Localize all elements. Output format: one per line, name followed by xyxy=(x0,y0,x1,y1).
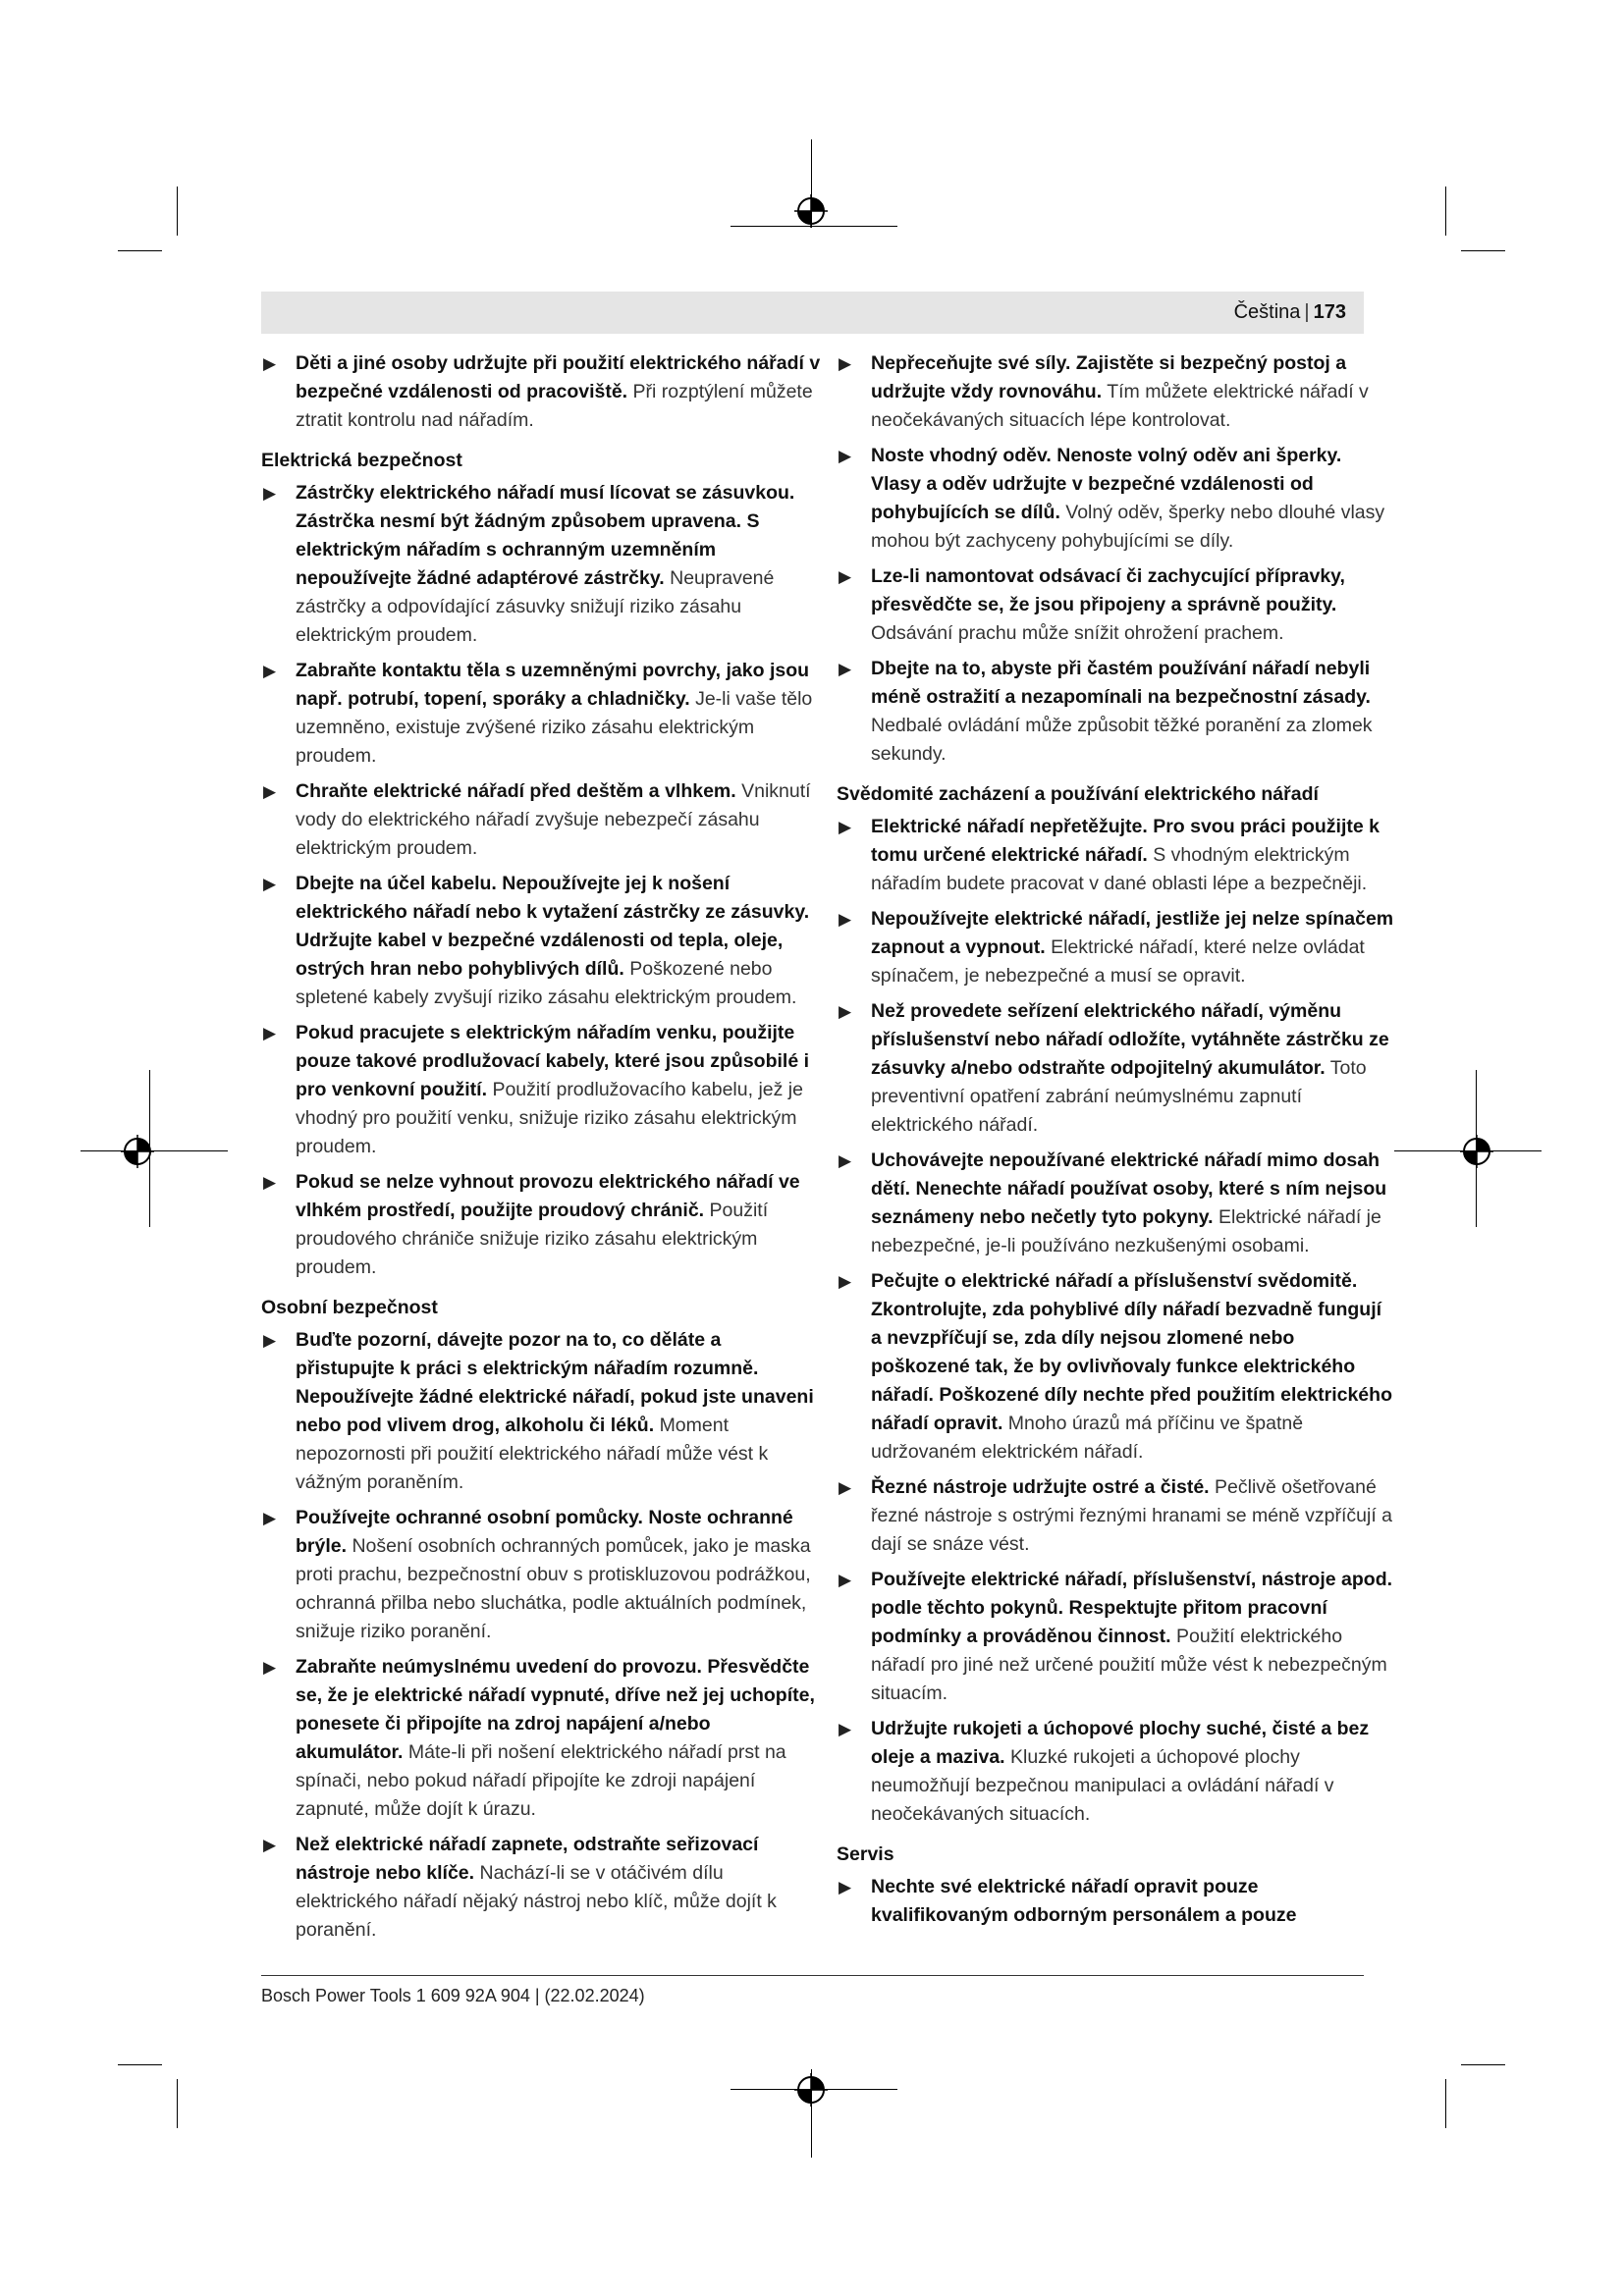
item-bold-text: Buďte pozorní, dávejte pozor na to, co děláte a přistupujte k práci s elektrickým nářadím rozumně. Nepoužívejte žádné elektrické nářadí, pokud jste unaveni nebo pod vlivem drog, alkoholu či léků. xyxy=(296,1329,814,1436)
list-item xyxy=(837,655,1396,769)
item-normal-text: Toto preventivní opatření zabrání neúmyslnému zapnutí elektrického nářadí. xyxy=(871,1057,1367,1136)
list-item xyxy=(837,1873,1396,1930)
list-item xyxy=(261,1326,821,1497)
page-number: 173 xyxy=(1313,301,1346,323)
item-bold-text: Uchovávejte nepoužívané elektrické nářadí mimo dosah dětí. Nenechte nářadí používat osoby, které s ním nejsou seznámeny nebo nečetly tyto pokyny. xyxy=(871,1149,1387,1228)
item-normal-text: Elektrické nářadí je nebezpečné, je-li používáno nezkušenými osobami. xyxy=(871,1206,1381,1256)
bullet-arrow-icon: ▶ xyxy=(839,1878,852,1896)
item-bold-text: Používejte elektrické nářadí, příslušenství, nástroje apod. podle těchto pokynů. Respektujte přitom pracovní podmínky a prováděnou činnost. xyxy=(871,1569,1393,1647)
item-bold-text: Nechte své elektrické nářadí opravit pouze kvalifikovaným odborným personálem a pouze xyxy=(871,1876,1297,1926)
list-item xyxy=(837,1147,1396,1260)
list-item xyxy=(837,813,1396,898)
item-normal-text: S vhodným elektrickým nářadím budete pracovat v dané oblasti lépe a bezpečněji. xyxy=(871,844,1368,894)
page-header-text xyxy=(1234,299,1346,325)
bullet-arrow-icon: ▶ xyxy=(263,875,277,893)
item-bold-text: Pečujte o elektrické nářadí a příslušenství svědomitě. Zkontrolujte, zda pohyblivé díly nářadí bezvadně fungují a nevzpříčují se, zda díly nejsou zlomené nebo poškozené tak, že by ovlivňovaly funkce elektrického nářadí. Poškozené díly nechte před použitím elektrického nářadí opravit. xyxy=(871,1270,1392,1434)
item-normal-text: Nachází-li se v otáčivém dílu elektrického nářadí nějaký nástroj nebo klíč, může dojít k poranění. xyxy=(296,1862,777,1941)
item-bold-text: Zabraňte kontaktu těla s uzemněnými povrchy, jako jsou např. potrubí, topení, sporáky a chladničky. xyxy=(296,660,810,710)
bullet-arrow-icon: ▶ xyxy=(263,662,277,680)
item-normal-text: Nošení osobních ochranných pomůcek, jako je maska proti prachu, bezpečnostní obuv s protiskluzovou podrážkou, ochranná přilba nebo sluchátka, podle aktuálních podmínek, snižuje riziko poranění. xyxy=(296,1535,811,1642)
item-list xyxy=(837,1873,1396,1930)
crop-mark xyxy=(1445,2079,1446,2128)
item-bold-text: Děti a jiné osoby udržujte při použití elektrického nářadí v bezpečné vzdálenosti od pracoviště. xyxy=(296,352,821,402)
item-normal-text: Použití proudového chrániče snižuje riziko zásahu elektrickým proudem. xyxy=(296,1200,769,1278)
bullet-arrow-icon: ▶ xyxy=(839,1272,852,1291)
page-footer: Bosch Power Tools 1 609 92A 904 | (22.02.2024) xyxy=(261,1986,645,2005)
crop-mark xyxy=(1445,187,1446,236)
registration-mark-icon xyxy=(121,1135,154,1168)
list-item xyxy=(261,870,821,1012)
bullet-arrow-icon: ▶ xyxy=(839,354,852,373)
item-normal-text: Použití elektrického nářadí pro jiné než určené použití může vést k nebezpečným situacím. xyxy=(871,1626,1387,1704)
header-language: Čeština xyxy=(1233,301,1301,323)
crop-mark xyxy=(177,187,178,236)
bullet-arrow-icon: ▶ xyxy=(839,1571,852,1589)
bullet-arrow-icon: ▶ xyxy=(263,1024,277,1042)
item-normal-text: Elektrické nářadí, které nelze ovládat spínačem, je nebezpečné a musí se opravit. xyxy=(871,936,1365,987)
right-column xyxy=(837,349,1396,1937)
bullet-arrow-icon: ▶ xyxy=(839,910,852,929)
item-normal-text: Nedbalé ovládání může způsobit těžké poranění za zlomek sekundy. xyxy=(871,715,1373,765)
list-item xyxy=(837,1473,1396,1559)
list-item xyxy=(837,905,1396,990)
registration-mark-icon xyxy=(1460,1135,1493,1168)
list-item xyxy=(837,1267,1396,1467)
list-item xyxy=(837,349,1396,435)
item-normal-text: Při rozptýlení můžete ztratit kontrolu nad nářadím. xyxy=(296,381,813,431)
item-bold-text: Dbejte na to, abyste při častém používání nářadí nebyli méně ostražití a nezapomínali na bezpečnostní zásady. xyxy=(871,658,1371,708)
list-item xyxy=(261,479,821,650)
bullet-arrow-icon: ▶ xyxy=(839,567,852,586)
item-list xyxy=(261,1326,821,1945)
crop-mark xyxy=(1461,250,1505,251)
item-bold-text: Dbejte na účel kabelu. Nepoužívejte jej k nošení elektrického nářadí nebo k vytažení zástrčky ze zásuvky. Udržujte kabel v bezpečné vzdálenosti od tepla, oleje, ostrých hran nebo pohyblivých dílů. xyxy=(296,873,810,980)
item-bold-text: Udržujte rukojeti a úchopové plochy suché, čisté a bez oleje a maziva. xyxy=(871,1718,1370,1768)
item-bold-text: Zástrčky elektrického nářadí musí lícovat se zásuvkou. Zástrčka nesmí být žádným způsobem upravena. S elektrickým nářadím s ochranným uzemněním nepoužívejte žádné adaptérové zástrčky. xyxy=(296,482,795,589)
bullet-arrow-icon: ▶ xyxy=(263,1509,277,1527)
registration-mark-icon xyxy=(794,2073,828,2107)
item-bold-text: Než elektrické nářadí zapnete, odstraňte seřizovací nástroje nebo klíče. xyxy=(296,1834,759,1884)
item-normal-text: Tím můžete elektrické nářadí v neočekávaných situacích lépe kontrolovat. xyxy=(871,381,1369,431)
bullet-arrow-icon: ▶ xyxy=(263,782,277,801)
list-item xyxy=(261,349,821,435)
list-item xyxy=(837,1566,1396,1708)
crop-mark xyxy=(118,250,162,251)
section-heading: Elektrická bezpečnost xyxy=(261,450,462,471)
item-bold-text: Zabraňte neúmyslnému uvedení do provozu. Přesvědčte se, že je elektrické nářadí vypnuté, dříve než jej uchopíte, ponesete či připojíte na zdroj napájení a/nebo akumulátor. xyxy=(296,1656,815,1763)
item-list xyxy=(837,813,1396,1829)
crop-mark xyxy=(177,2079,178,2128)
list-item xyxy=(837,562,1396,648)
crop-mark xyxy=(1461,2064,1505,2065)
item-normal-text: Kluzké rukojeti a úchopové plochy neumožňují bezpečnou manipulaci a ovládání nářadí v neočekávaných situacích. xyxy=(871,1746,1334,1825)
list-item xyxy=(261,777,821,863)
registration-mark-icon xyxy=(794,194,828,228)
bullet-arrow-icon: ▶ xyxy=(263,1658,277,1677)
header-separator: | xyxy=(1304,301,1310,323)
item-normal-text: Volný oděv, šperky nebo dlouhé vlasy mohou být zachyceny pohybujícími se díly. xyxy=(871,502,1385,552)
bullet-arrow-icon: ▶ xyxy=(263,484,277,503)
list-item xyxy=(261,1831,821,1945)
section-heading: Osobní bezpečnost xyxy=(261,1297,438,1318)
footer-divider xyxy=(261,1975,1364,1976)
bullet-arrow-icon: ▶ xyxy=(263,1836,277,1854)
item-bold-text: Chraňte elektrické nářadí před deštěm a vlhkem. xyxy=(296,780,736,802)
list-item xyxy=(261,1653,821,1824)
item-list xyxy=(837,349,1396,769)
item-bold-text: Nepřeceňujte své síly. Zajistěte si bezpečný postoj a udržujte vždy rovnováhu. xyxy=(871,352,1347,402)
item-normal-text: Je-li vaše tělo uzemněno, existuje zvýšené riziko zásahu elektrickým proudem. xyxy=(296,688,813,767)
list-item xyxy=(261,1019,821,1161)
item-bold-text: Používejte ochranné osobní pomůcky. Noste ochranné brýle. xyxy=(296,1507,793,1557)
crop-mark xyxy=(81,1150,228,1151)
bullet-arrow-icon: ▶ xyxy=(839,818,852,836)
list-item xyxy=(261,1168,821,1282)
left-column xyxy=(261,349,821,1951)
item-normal-text: Pečlivě ošetřované řezné nástroje s ostrými řeznými hranami se méně vzpříčují a dají se snáze vést. xyxy=(871,1476,1393,1555)
item-bold-text: Noste vhodný oděv. Nenoste volný oděv ani šperky. Vlasy a oděv udržujte v bezpečné vzdálenosti od pohybujících se dílů. xyxy=(871,445,1342,523)
item-bold-text: Pokud pracujete s elektrickým nářadím venku, použijte pouze takové prodlužovací kabely, které jsou způsobilé i pro venkovní použití. xyxy=(296,1022,810,1100)
page-header xyxy=(261,292,1364,334)
list-item xyxy=(837,997,1396,1140)
item-normal-text: Odsávání prachu může snížit ohrožení prachem. xyxy=(871,622,1284,644)
item-normal-text: Máte-li při nošení elektrického nářadí prst na spínači, nebo pokud nářadí připojíte ke zdroji napájení zapnuté, může dojít k úrazu. xyxy=(296,1741,786,1820)
bullet-arrow-icon: ▶ xyxy=(263,1331,277,1350)
item-bold-text: Než provedete seřízení elektrického nářadí, výměnu příslušenství nebo nářadí odložíte, vytáhněte zástrčku ze zásuvky a/nebo odstraňte odpojitelný akumulátor. xyxy=(871,1000,1389,1079)
item-normal-text: Poškozené nebo spletené kabely zvyšují riziko zásahu elektrickým proudem. xyxy=(296,958,797,1008)
item-normal-text: Neupravené zástrčky a odpovídající zásuvky snižují riziko zásahu elektrickým proudem. xyxy=(296,567,775,646)
bullet-arrow-icon: ▶ xyxy=(839,1151,852,1170)
crop-mark xyxy=(118,2064,162,2065)
item-normal-text: Použití prodlužovacího kabelu, jež je vhodný pro použití venku, snižuje riziko zásahu elektrickým proudem. xyxy=(296,1079,803,1157)
list-item xyxy=(261,657,821,771)
bullet-arrow-icon: ▶ xyxy=(839,447,852,465)
bullet-arrow-icon: ▶ xyxy=(839,1478,852,1497)
item-normal-text: Mnoho úrazů má příčinu ve špatně udržovaném elektrickém nářadí. xyxy=(871,1413,1304,1463)
list-item xyxy=(837,442,1396,556)
section-heading: Servis xyxy=(837,1843,894,1865)
list-item xyxy=(837,1715,1396,1829)
item-list xyxy=(261,479,821,1282)
item-normal-text: Vniknutí vody do elektrického nářadí zvyšuje nebezpečí zásahu elektrickým proudem. xyxy=(296,780,811,859)
item-bold-text: Nepoužívejte elektrické nářadí, jestliže jej nelze spínačem zapnout a vypnout. xyxy=(871,908,1394,958)
bullet-arrow-icon: ▶ xyxy=(839,1720,852,1738)
bullet-arrow-icon: ▶ xyxy=(839,660,852,678)
bullet-arrow-icon: ▶ xyxy=(263,354,277,373)
bullet-arrow-icon: ▶ xyxy=(263,1173,277,1192)
item-bold-text: Pokud se nelze vyhnout provozu elektrického nářadí ve vlhkém prostředí, použijte proudový chránič. xyxy=(296,1171,800,1221)
item-bold-text: Řezné nástroje udržujte ostré a čisté. xyxy=(871,1476,1210,1498)
section-heading: Svědomité zacházení a používání elektrického nářadí xyxy=(837,783,1319,805)
bullet-arrow-icon: ▶ xyxy=(839,1002,852,1021)
item-normal-text: Moment nepozornosti při použití elektrického nářadí může vést k vážným poraněním. xyxy=(296,1415,769,1493)
item-bold-text: Lze-li namontovat odsávací či zachycující přípravky, přesvědčte se, že jsou připojeny a správně použity. xyxy=(871,565,1345,615)
list-item xyxy=(261,1504,821,1646)
item-bold-text: Elektrické nářadí nepřetěžujte. Pro svou práci použijte k tomu určené elektrické nářadí. xyxy=(871,816,1380,866)
